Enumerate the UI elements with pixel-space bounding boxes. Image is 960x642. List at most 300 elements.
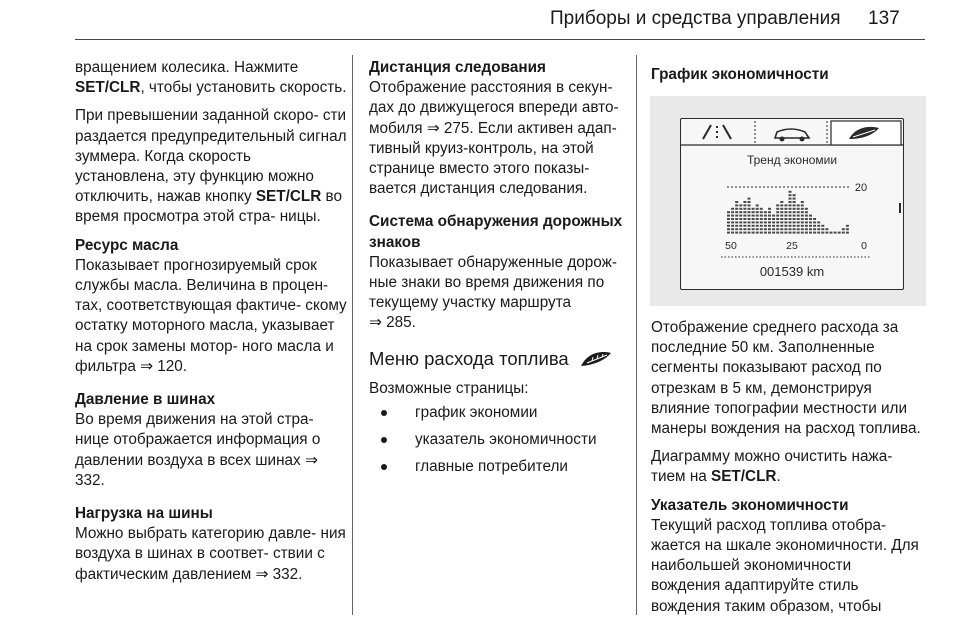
bar-segment bbox=[735, 228, 738, 230]
bar-segment bbox=[797, 218, 800, 220]
page-ref[interactable]: 332. bbox=[75, 471, 105, 489]
bar-segment bbox=[797, 211, 800, 213]
economy-bar bbox=[776, 204, 779, 233]
tire-pressure-heading: Давление в шинах bbox=[75, 391, 216, 409]
economy-bar bbox=[752, 208, 755, 234]
bar-segment bbox=[805, 221, 808, 223]
bar-segment bbox=[743, 228, 746, 230]
odometer-readout: 001539 km bbox=[759, 264, 825, 279]
bar-segment bbox=[789, 228, 792, 230]
bar-segment bbox=[743, 211, 746, 213]
bar-segment bbox=[752, 232, 755, 234]
bar-segment bbox=[784, 211, 787, 213]
bar-segment bbox=[809, 228, 812, 230]
bar-segment bbox=[793, 201, 796, 203]
bar-segment bbox=[813, 232, 816, 234]
text: , чтобы установить скорость. bbox=[140, 79, 347, 97]
bar-segment bbox=[743, 215, 746, 217]
bar-segment bbox=[801, 218, 804, 220]
bar-segment bbox=[760, 228, 763, 230]
economy-bar bbox=[789, 191, 792, 234]
bar-segment bbox=[809, 218, 812, 220]
pages-list bbox=[369, 403, 633, 478]
page-ref[interactable]: 332. bbox=[272, 565, 303, 583]
list-item: график экономии bbox=[369, 403, 633, 423]
economy-bar bbox=[764, 211, 767, 233]
following-distance-section bbox=[369, 58, 633, 199]
text: Показывает прогнозируемый срок службы масла. Величина в процен- тах, соответствующая фактиче- скому остатку моторного масла, указывает на срок замены мотор- ного масла и фильтра bbox=[75, 256, 347, 375]
bar-segment bbox=[760, 218, 763, 220]
bar-segment bbox=[789, 225, 792, 227]
bar-segment bbox=[817, 232, 820, 234]
bar-segment bbox=[817, 225, 820, 227]
bar-segment bbox=[784, 204, 787, 206]
text: При превышении заданной скоро- сти раздается предупредительный сигнал зуммера. Когда скорость установлена, эту функцию можно отключить, нажав кнопку bbox=[75, 107, 347, 206]
page-ref[interactable]: 275. bbox=[443, 119, 474, 137]
bar-segment bbox=[797, 228, 800, 230]
economy-bar bbox=[784, 204, 787, 233]
graph-description: Отображение среднего расхода за последние 50 км. Заполненные сегменты показывают расход по отрезкам в 5 км, демонстрируя влияние топографии местности или манеры вождения на расход топлива. bbox=[651, 319, 921, 438]
bar-segment bbox=[735, 215, 738, 217]
fuel-menu-title: Меню расхода топлива bbox=[369, 347, 569, 369]
bar-segment bbox=[756, 221, 759, 223]
bar-segment bbox=[793, 225, 796, 227]
bar-segment bbox=[756, 232, 759, 234]
instrument-display bbox=[680, 118, 904, 290]
bar-segment bbox=[801, 208, 804, 210]
bar-segment bbox=[731, 211, 734, 213]
bar-segment bbox=[772, 232, 775, 234]
bar-segment bbox=[760, 208, 763, 210]
bar-segment bbox=[813, 221, 816, 223]
bar-segment bbox=[789, 211, 792, 213]
bar-segment bbox=[739, 228, 742, 230]
bar-segment bbox=[772, 228, 775, 230]
bar-segment bbox=[764, 225, 767, 227]
text: Можно выбрать категорию давле- ния воздуха в шинах в соответ- ствии с фактическим давлением bbox=[75, 525, 346, 583]
road-signs-icon bbox=[703, 125, 731, 139]
bar-segment bbox=[805, 232, 808, 234]
economy-bars bbox=[727, 191, 849, 234]
bar-segment bbox=[797, 225, 800, 227]
text: Диаграмму можно очистить нажа- тием на bbox=[651, 448, 893, 486]
column-left bbox=[75, 58, 347, 598]
bar-segment bbox=[793, 211, 796, 213]
bar-segment bbox=[743, 225, 746, 227]
bar-segment bbox=[735, 225, 738, 227]
column-middle bbox=[369, 58, 633, 484]
scale-top-label: 20 bbox=[854, 182, 868, 194]
economy-bar bbox=[817, 221, 820, 233]
sign-recognition-heading: Система обнаружения дорожных знаков bbox=[369, 213, 623, 251]
bar-segment bbox=[764, 215, 767, 217]
bar-segment bbox=[739, 221, 742, 223]
bar-segment bbox=[748, 201, 751, 203]
bar-segment bbox=[813, 218, 816, 220]
oil-life-section bbox=[75, 236, 347, 377]
following-distance-heading: Дистанция следования bbox=[369, 59, 546, 76]
bar-segment bbox=[789, 215, 792, 217]
set-clr-label: SET/CLR bbox=[255, 188, 322, 206]
display-graphics bbox=[681, 119, 903, 289]
bar-segment bbox=[780, 225, 783, 227]
economy-bar bbox=[842, 228, 845, 233]
bar-segment bbox=[801, 221, 804, 223]
bar-segment bbox=[793, 194, 796, 196]
bar-segment bbox=[731, 232, 734, 234]
text: во время просмотра этой стра- ницы. bbox=[75, 188, 343, 226]
bar-segment bbox=[793, 208, 796, 210]
economy-bar bbox=[813, 218, 816, 234]
bar-segment bbox=[743, 232, 746, 234]
bar-segment bbox=[842, 232, 845, 234]
text: Текущий расход топлива отобра- жается на шкале экономичности. Для наибольшей экономичности вождения адаптируйте стиль вождения таким образом, чтобы bbox=[651, 516, 919, 615]
bar-segment bbox=[764, 218, 767, 220]
bar-segment bbox=[752, 208, 755, 210]
page-ref-icon: ⇒ bbox=[140, 357, 158, 375]
bar-segment bbox=[731, 208, 734, 210]
bar-segment bbox=[739, 215, 742, 217]
set-clr-label: SET/CLR bbox=[75, 79, 141, 97]
bar-segment bbox=[789, 191, 792, 193]
buzzer-paragraph bbox=[75, 106, 347, 227]
bar-segment bbox=[780, 215, 783, 217]
x-label: 50 bbox=[725, 240, 737, 252]
bar-segment bbox=[748, 221, 751, 223]
bar-segment bbox=[797, 232, 800, 234]
bar-segment bbox=[768, 221, 771, 223]
bar-segment bbox=[776, 221, 779, 223]
bar-segment bbox=[760, 232, 763, 234]
bar-segment bbox=[735, 204, 738, 206]
bar-segment bbox=[739, 232, 742, 234]
text: Во время движения на этой стра- нице отображается информация о давлении воздуха в всех шинах bbox=[75, 411, 321, 469]
bar-segment bbox=[780, 221, 783, 223]
text: Отображение расстояния в секун- дах до движущегося впереди авто- мобиля bbox=[369, 79, 619, 137]
text: Показывает обнаруженные дорож- ные знаки во время движения по текущему участку маршрута bbox=[369, 253, 617, 312]
bar-segment bbox=[731, 228, 734, 230]
bar-segment bbox=[784, 221, 787, 223]
bar-segment bbox=[821, 232, 824, 234]
bar-segment bbox=[752, 218, 755, 220]
text: . bbox=[776, 468, 781, 486]
bar-segment bbox=[797, 215, 800, 217]
economy-bar bbox=[834, 232, 837, 234]
bar-segment bbox=[846, 228, 849, 230]
pages-label: Возможные страницы: bbox=[369, 379, 529, 397]
economy-bar bbox=[743, 201, 746, 234]
bar-segment bbox=[789, 218, 792, 220]
bar-segment bbox=[768, 215, 771, 217]
economy-indicator-section bbox=[651, 496, 923, 617]
tire-load-heading: Нагрузка на шины bbox=[75, 505, 213, 523]
bar-segment bbox=[743, 201, 746, 203]
bar-segment bbox=[821, 228, 824, 230]
bar-segment bbox=[793, 228, 796, 230]
economy-bar bbox=[760, 208, 763, 234]
bar-segment bbox=[780, 218, 783, 220]
page-number: 137 bbox=[868, 8, 900, 29]
bar-segment bbox=[748, 215, 751, 217]
bar-segment bbox=[756, 225, 759, 227]
economy-graph-heading: График экономичности bbox=[651, 66, 829, 83]
bar-segment bbox=[805, 218, 808, 220]
economy-bar bbox=[772, 215, 775, 234]
bar-segment bbox=[784, 218, 787, 220]
bar-segment bbox=[801, 201, 804, 203]
bar-segment bbox=[768, 225, 771, 227]
bar-segment bbox=[805, 215, 808, 217]
bar-segment bbox=[772, 221, 775, 223]
bar-segment bbox=[793, 215, 796, 217]
bar-segment bbox=[743, 221, 746, 223]
bar-segment bbox=[743, 218, 746, 220]
bar-segment bbox=[735, 211, 738, 213]
text: Если активен адап- тивный круиз-контроль, на этой странице вместо этого показы- вается дистанция следования. bbox=[369, 119, 617, 198]
page-ref-icon: ⇒ bbox=[426, 119, 444, 137]
bar-segment bbox=[739, 225, 742, 227]
bar-segment bbox=[776, 228, 779, 230]
bar-segment bbox=[756, 211, 759, 213]
economy-bar bbox=[821, 225, 824, 234]
bar-segment bbox=[739, 208, 742, 210]
tire-load-section bbox=[75, 504, 347, 585]
bar-segment bbox=[780, 204, 783, 206]
x-label: 25 bbox=[786, 240, 798, 252]
bar-segment bbox=[801, 232, 804, 234]
bar-segment bbox=[817, 221, 820, 223]
bar-segment bbox=[735, 201, 738, 203]
bar-segment bbox=[805, 225, 808, 227]
bar-segment bbox=[789, 201, 792, 203]
bar-segment bbox=[842, 228, 845, 230]
bar-segment bbox=[743, 204, 746, 206]
bar-segment bbox=[793, 198, 796, 200]
economy-bar bbox=[793, 194, 796, 233]
page-ref-icon: ⇒ bbox=[255, 565, 273, 583]
oil-life-heading: Ресурс масла bbox=[75, 236, 179, 254]
bar-segment bbox=[821, 225, 824, 227]
bar-segment bbox=[739, 211, 742, 213]
bar-segment bbox=[731, 218, 734, 220]
bar-segment bbox=[772, 225, 775, 227]
list-item: главные потребители bbox=[369, 457, 633, 477]
bar-segment bbox=[727, 225, 730, 227]
bar-segment bbox=[752, 225, 755, 227]
bar-segment bbox=[793, 221, 796, 223]
sign-recognition-section bbox=[369, 212, 633, 333]
bar-segment bbox=[830, 232, 833, 234]
column-divider-1 bbox=[352, 55, 353, 615]
economy-bar bbox=[748, 198, 751, 234]
bar-segment bbox=[797, 204, 800, 206]
bar-segment bbox=[756, 215, 759, 217]
bar-segment bbox=[760, 211, 763, 213]
economy-indicator-heading: Указатель экономичности bbox=[651, 496, 849, 514]
bar-segment bbox=[731, 225, 734, 227]
economy-bar bbox=[805, 208, 808, 234]
bar-segment bbox=[739, 204, 742, 206]
economy-bar bbox=[797, 204, 800, 233]
display-figure bbox=[650, 96, 926, 306]
bar-segment bbox=[817, 228, 820, 230]
bar-segment bbox=[764, 211, 767, 213]
bar-segment bbox=[780, 211, 783, 213]
bar-segment bbox=[748, 225, 751, 227]
column-right-text bbox=[651, 318, 923, 617]
economy-bar bbox=[830, 232, 833, 234]
car-icon bbox=[775, 129, 809, 142]
bar-segment bbox=[776, 204, 779, 206]
bar-segment bbox=[735, 232, 738, 234]
bar-segment bbox=[801, 225, 804, 227]
economy-bar bbox=[801, 201, 804, 234]
bar-segment bbox=[801, 204, 804, 206]
economy-bar bbox=[739, 204, 742, 233]
figure-title: Тренд экономии bbox=[746, 153, 838, 167]
bar-segment bbox=[760, 225, 763, 227]
economy-bar bbox=[768, 208, 771, 234]
bar-segment bbox=[731, 221, 734, 223]
bar-segment bbox=[727, 232, 730, 234]
bar-segment bbox=[743, 208, 746, 210]
header-rule bbox=[75, 39, 925, 40]
page-ref[interactable]: 120. bbox=[157, 357, 187, 375]
clear-paragraph bbox=[651, 447, 923, 487]
bar-segment bbox=[764, 228, 767, 230]
economy-bar bbox=[731, 208, 734, 234]
bar-segment bbox=[776, 225, 779, 227]
page-ref-icon: ⇒ bbox=[369, 314, 387, 332]
bar-segment bbox=[825, 228, 828, 230]
bar-segment bbox=[748, 198, 751, 200]
bar-segment bbox=[735, 221, 738, 223]
text: вращением колесика. Нажмите bbox=[75, 59, 299, 76]
bar-segment bbox=[735, 218, 738, 220]
bar-segment bbox=[797, 208, 800, 210]
bar-segment bbox=[784, 215, 787, 217]
bar-segment bbox=[764, 232, 767, 234]
bar-segment bbox=[768, 228, 771, 230]
bar-segment bbox=[780, 208, 783, 210]
column-right bbox=[651, 65, 923, 85]
bar-segment bbox=[789, 232, 792, 234]
bar-segment bbox=[809, 225, 812, 227]
bar-segment bbox=[789, 194, 792, 196]
page-ref[interactable]: 285. bbox=[386, 314, 416, 332]
economy-bar bbox=[756, 204, 759, 233]
economy-bar bbox=[735, 201, 738, 234]
bar-segment bbox=[756, 208, 759, 210]
bar-segment bbox=[772, 215, 775, 217]
bar-segment bbox=[748, 228, 751, 230]
bar-segment bbox=[813, 228, 816, 230]
tire-pressure-section bbox=[75, 390, 347, 491]
set-clr-label: SET/CLR bbox=[711, 468, 777, 486]
bar-segment bbox=[768, 208, 771, 210]
economy-bar bbox=[838, 232, 841, 234]
bar-segment bbox=[776, 232, 779, 234]
bar-segment bbox=[772, 218, 775, 220]
bar-segment bbox=[801, 228, 804, 230]
bar-segment bbox=[846, 225, 849, 227]
bar-segment bbox=[760, 221, 763, 223]
bar-segment bbox=[768, 232, 771, 234]
bar-segment bbox=[748, 232, 751, 234]
bar-segment bbox=[764, 221, 767, 223]
bar-segment bbox=[780, 232, 783, 234]
economy-bar bbox=[809, 215, 812, 234]
economy-bar bbox=[825, 228, 828, 233]
bar-segment bbox=[752, 215, 755, 217]
economy-bar bbox=[846, 225, 849, 234]
bar-segment bbox=[789, 204, 792, 206]
bar-segment bbox=[756, 204, 759, 206]
cruise-paragraph bbox=[75, 58, 347, 98]
list-item: указатель экономичности bbox=[369, 430, 633, 450]
bar-segment bbox=[731, 215, 734, 217]
bar-segment bbox=[809, 221, 812, 223]
bar-segment bbox=[801, 211, 804, 213]
bar-segment bbox=[780, 228, 783, 230]
bar-segment bbox=[727, 228, 730, 230]
bar-segment bbox=[793, 218, 796, 220]
bar-segment bbox=[805, 211, 808, 213]
bar-segment bbox=[809, 232, 812, 234]
bar-segment bbox=[784, 228, 787, 230]
scroll-indicator bbox=[899, 203, 901, 213]
bar-segment bbox=[793, 204, 796, 206]
page-ref-icon: ⇒ bbox=[304, 451, 318, 469]
page-title: Приборы и средства управления bbox=[550, 8, 841, 29]
economy-bar bbox=[780, 201, 783, 234]
bar-segment bbox=[838, 232, 841, 234]
bar-segment bbox=[752, 228, 755, 230]
bar-segment bbox=[756, 218, 759, 220]
bar-segment bbox=[789, 221, 792, 223]
bar-segment bbox=[809, 215, 812, 217]
bar-segment bbox=[748, 204, 751, 206]
bar-segment bbox=[801, 215, 804, 217]
bar-segment bbox=[825, 232, 828, 234]
bar-segment bbox=[727, 221, 730, 223]
bar-segment bbox=[797, 221, 800, 223]
bar-segment bbox=[752, 211, 755, 213]
bar-segment bbox=[768, 218, 771, 220]
bar-segment bbox=[727, 215, 730, 217]
bar-segment bbox=[748, 211, 751, 213]
bar-segment bbox=[748, 208, 751, 210]
bar-segment bbox=[739, 218, 742, 220]
bar-segment bbox=[776, 211, 779, 213]
bar-segment bbox=[780, 201, 783, 203]
bar-segment bbox=[756, 228, 759, 230]
economy-bar bbox=[727, 211, 730, 233]
bar-segment bbox=[760, 215, 763, 217]
fuel-menu-heading bbox=[369, 347, 633, 371]
bar-segment bbox=[805, 228, 808, 230]
eco-leaf-icon bbox=[579, 350, 613, 368]
bar-segment bbox=[784, 208, 787, 210]
bar-segment bbox=[768, 211, 771, 213]
bar-segment bbox=[805, 208, 808, 210]
bar-segment bbox=[789, 208, 792, 210]
bar-segment bbox=[789, 198, 792, 200]
bar-segment bbox=[748, 218, 751, 220]
bar-segment bbox=[784, 225, 787, 227]
bar-segment bbox=[776, 218, 779, 220]
bar-segment bbox=[813, 225, 816, 227]
